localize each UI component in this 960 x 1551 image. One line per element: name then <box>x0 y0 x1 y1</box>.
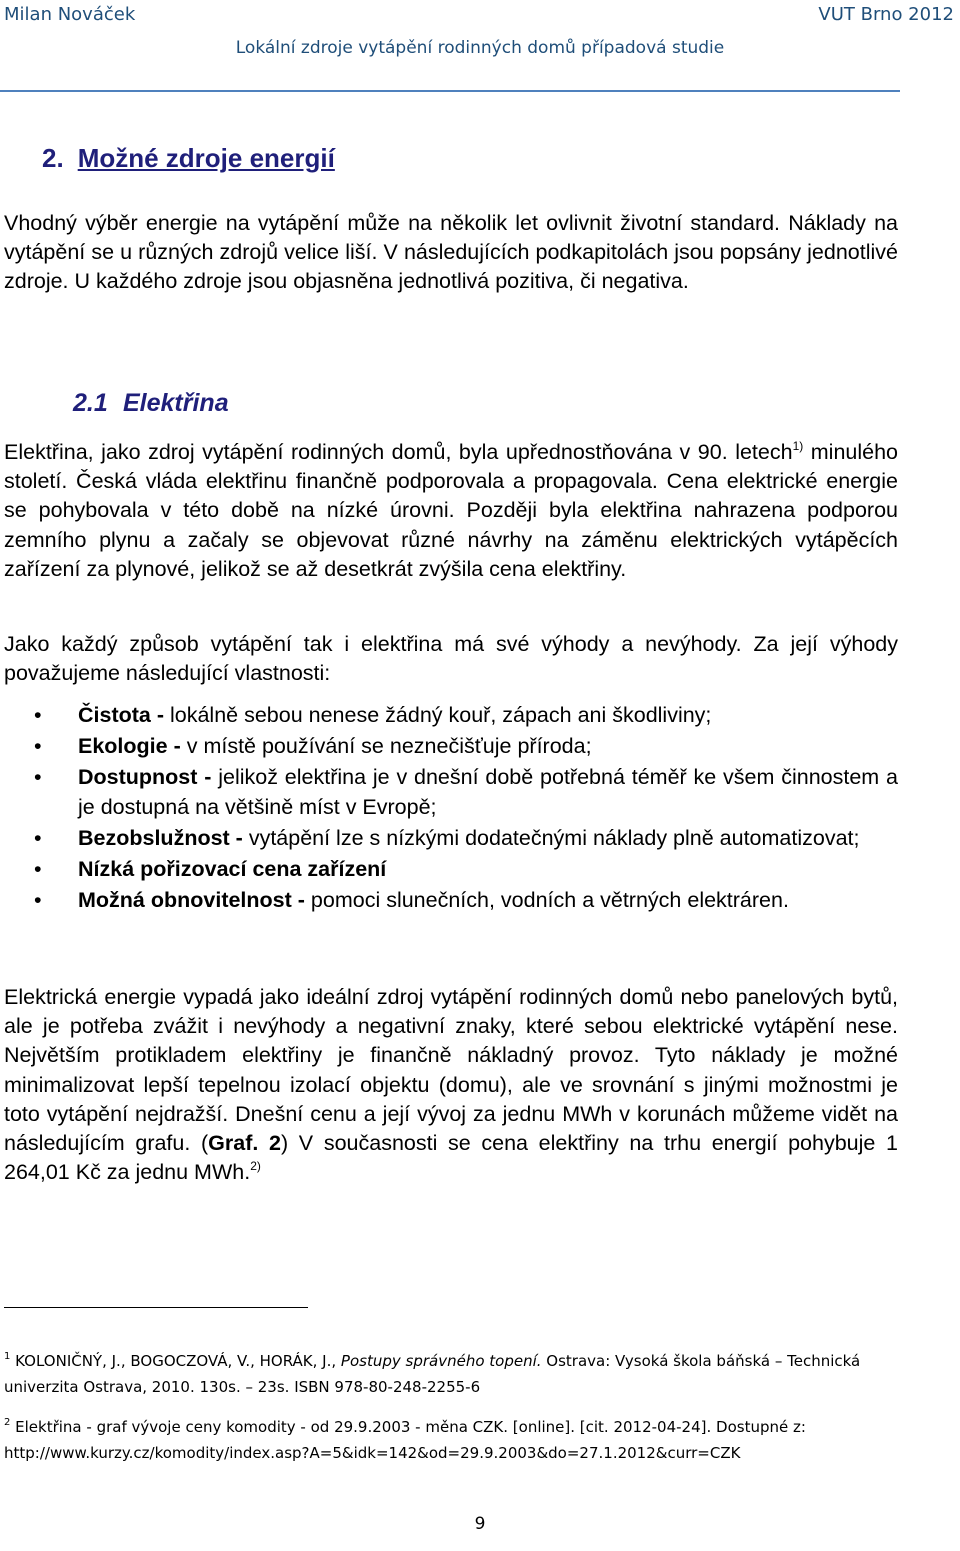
list-item <box>0 701 898 730</box>
footnote-divider <box>4 1307 308 1308</box>
list-item <box>0 763 898 821</box>
paragraph-advantages-intro: Jako každý způsob vytápění tak i elektřina má své výhody a nevýhody. Za její výhody považujeme následující vlastnosti: <box>4 632 898 686</box>
page-number: 9 <box>474 1514 486 1534</box>
footnote-1-number: 1 <box>4 1351 11 1362</box>
list-item-desc: vytápění lze s nízkými dodatečnými náklady plně automatizovat; <box>248 825 860 850</box>
footnote-1-text-a: KOLONIČNÝ, J., BOGOCZOVÁ, V., HORÁK, J., <box>10 1352 341 1370</box>
citation-ref-1: 1) <box>792 439 804 453</box>
list-item-term: Bezobslužnost - <box>78 825 249 850</box>
footnote-2-number: 2 <box>4 1417 11 1428</box>
paragraph-history <box>4 438 898 584</box>
bullet-icon: • <box>34 765 42 790</box>
list-item <box>0 732 898 761</box>
list-item-term: Ekologie - <box>78 734 187 759</box>
chapter-heading <box>42 143 335 174</box>
header-school: VUT Brno 2012 <box>818 4 954 25</box>
citation-ref-2: 2) <box>250 1159 261 1174</box>
section-title: Elektřina <box>123 389 229 417</box>
chapter-number: 2. <box>42 143 64 173</box>
paragraph-history-text-a: Elektřina, jako zdroj vytápění rodinných domů, byla upřednostňována v 90. letech <box>4 440 793 464</box>
graph-reference: Graf. 2 <box>208 1131 281 1156</box>
section-heading <box>73 389 229 418</box>
list-item <box>0 824 898 853</box>
list-item-desc: jelikož elektřina je v dnešní době potřebná téměř ke všem činnostem a je dostupná na většině míst v Evropě; <box>78 765 898 819</box>
header-title: Lokální zdroje vytápění rodinných domů případová studie <box>235 38 725 58</box>
header-divider <box>0 90 900 92</box>
footnote-1-text-b: Ostrava: Vysoká škola báňská – Technická univerzita Ostrava, 2010. 130s. – 23s. ISBN 978-80-248-2255-6 <box>4 1352 861 1396</box>
list-item <box>0 886 898 915</box>
list-item-term: Možná obnovitelnost - <box>78 888 311 913</box>
header-author: Milan Nováček <box>4 4 136 25</box>
bullet-icon: • <box>34 825 42 850</box>
footnote-2-text: Elektřina - graf vývoje ceny komodity - od 29.9.2003 - měna CZK. [online]. [cit. 2012-04-24]. Dostupné z: http://www.kurzy.cz/komodity/index.asp?A=5&idk=142&od=29.9.2003&do=27.1.2012&curr=CZK <box>4 1418 806 1462</box>
footnote-2 <box>4 1414 904 1466</box>
list-item-term: Dostupnost - <box>78 765 219 790</box>
bullet-icon: • <box>34 703 42 727</box>
paragraph-disadvantages-text-b: ) V současnosti se cena elektřiny na trhu energií pohybuje 1 264,01 Kč za jednu MWh. <box>4 1131 898 1185</box>
section-number: 2.1 <box>73 389 108 417</box>
list-item-desc: v místě používání se neznečišťuje příroda; <box>186 734 592 759</box>
footnote-1-book-title: Postupy správného topení. <box>340 1352 542 1370</box>
footnote-1 <box>4 1348 904 1400</box>
list-item-term: Čistota - <box>78 703 170 727</box>
bullet-icon: • <box>34 888 42 913</box>
bullet-icon: • <box>34 857 42 882</box>
paragraph-history-text-b: minulého století. Česká vláda elektřinu finančně podporovala a propagovala. Cena elektrické energie se pohybovala v této době na nízké úrovni. Později byla elektřina nahrazena podporou zemního plynu a začaly se objevovat různé návrhy na záměnu elektrických vytápěcích zařízení za plynové, jelikož se až desetkrát zvýšila cena elektřiny. <box>4 440 899 581</box>
list-item-term: Nízká pořizovací cena zařízení <box>78 857 387 882</box>
list-item-desc: lokálně sebou nenese žádný kouř, zápach ani škodliviny; <box>169 703 712 727</box>
list-item <box>0 855 898 884</box>
list-item-desc: pomoci slunečních, vodních a větrných elektráren. <box>310 888 789 913</box>
bullet-icon: • <box>34 734 42 759</box>
chapter-intro-paragraph: Vhodný výběr energie na vytápění může na několik let ovlivnit životní standard. Náklady na vytápění se u různých zdrojů velice liší. V následujících podkapitolách jsou popsány jednotlivé zdroje. U každého zdroje jsou objasněna jednotlivá pozitiva, či negativa. <box>4 211 898 294</box>
paragraph-disadvantages <box>4 983 898 1187</box>
advantages-list <box>0 701 898 917</box>
chapter-title: Možné zdroje energií <box>77 143 335 173</box>
paragraph-disadvantages-text-a: Elektrická energie vypadá jako ideální zdroj vytápění rodinných domů nebo panelových bytů, ale je potřeba zvážit i nevýhody a negativní znaky, které sebou elektrické vytápění nese. Největším protikladem elektřiny je finančně nákladný provoz. Tyto náklady je možné minimalizovat lepší tepelnou izolací objektu (domu), ale ve srovnání s jinými možnostmi je toto vytápění nejdražší. Dnešní cenu a její vývoj za jednu MWh v korunách můžeme vidět na následujícím grafu. ( <box>4 985 898 1156</box>
